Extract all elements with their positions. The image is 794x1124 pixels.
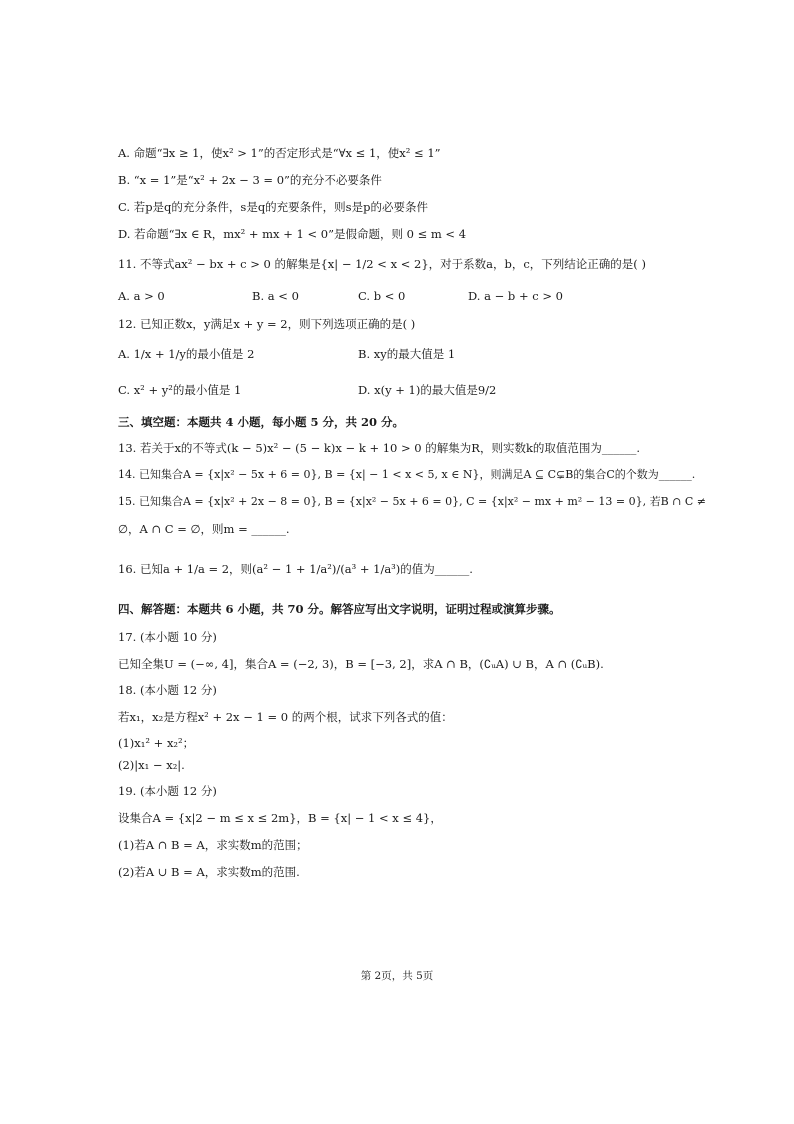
q12-option-d: D. x(y + 1)的最大值是9/2	[358, 383, 497, 397]
q12-option-a: A. 1/x + 1/y的最小值是 2	[118, 347, 255, 361]
q18-body: 若x₁，x₂是方程x² + 2x − 1 = 0 的两个根，试求下列各式的值：	[118, 710, 453, 724]
q11-stem: 11. 不等式ax² − bx + c > 0 的解集是{x| − 1/2 < x < 2}，对于系数a，b，c，下列结论正确的是( )	[118, 257, 646, 271]
q16: 16. 已知a + 1/a = 2，则(a² − 1 + 1/a²)/(a³ + 1/a³)的值为______.	[118, 562, 473, 576]
q18-part-1: (1)x₁² + x₂²；	[118, 736, 195, 750]
q13: 13. 若关于x的不等式(k − 5)x² − (5 − k)x − k + 10 > 0 的解集为R，则实数k的取值范围为______.	[118, 441, 641, 455]
q17-heading: 17. (本小题 10 分)	[118, 630, 217, 644]
q19-part-2: (2)若A ∪ B = A，求实数m的范围.	[118, 865, 300, 879]
q11-option-d: D. a − b + c > 0	[468, 289, 563, 303]
q19-heading: 19. (本小题 12 分)	[118, 784, 217, 798]
section-4-heading: 四、解答题：本题共 6 小题，共 70 分。解答应写出文字说明，证明过程或演算步骤。	[118, 602, 561, 616]
q11-option-b: B. a < 0	[252, 289, 299, 303]
q10-option-c: C. 若p是q的充分条件，s是q的充要条件，则s是p的必要条件	[118, 200, 428, 214]
q19-body: 设集合A = {x|2 − m ≤ x ≤ 2m}，B = {x| − 1 < x ≤ 4}，	[118, 811, 442, 825]
q18-part-2: (2)|x₁ − x₂|.	[118, 758, 185, 772]
page-footer: 第 2页，共 5页	[360, 970, 434, 982]
q12-option-c: C. x² + y²的最小值是 1	[118, 383, 242, 397]
q10-option-d: D. 若命题“∃x ∈ R，mx² + mx + 1 < 0”是假命题，则 0 ≤ m < 4	[118, 227, 467, 241]
q15-line2: ∅，A ∩ C = ∅，则m = ______.	[118, 522, 290, 536]
q12-option-b: B. xy的最大值是 1	[358, 347, 456, 361]
q19-part-1: (1)若A ∩ B = A，求实数m的范围；	[118, 838, 308, 852]
q18-heading: 18. (本小题 12 分)	[118, 683, 217, 697]
q10-option-a: A. 命题“∃x ≥ 1，使x² > 1”的否定形式是“∀x ≤ 1，使x² ≤ 1”	[118, 146, 441, 160]
q11-option-c: C. b < 0	[358, 289, 406, 303]
section-3-heading: 三、填空题：本题共 4 小题，每小题 5 分，共 20 分。	[118, 415, 405, 429]
q14: 14. 已知集合A = {x|x² − 5x + 6 = 0}, B = {x| − 1 < x < 5, x ∈ N}，则满足A ⊆ C⊊B的集合C的个数为______.	[118, 468, 696, 481]
q12-stem: 12. 已知正数x，y满足x + y = 2，则下列选项正确的是( )	[118, 317, 416, 331]
q15-line1: 15. 已知集合A = {x|x² + 2x − 8 = 0}, B = {x|x² − 5x + 6 = 0}, C = {x|x² − mx + m² − 13 = 0}, 若B ∩ C ≠	[118, 495, 706, 508]
q11-option-a: A. a > 0	[118, 289, 165, 303]
q17-body: 已知全集U = (−∞, 4]，集合A = (−2, 3)，B = [−3, 2]，求A ∩ B，(∁ᵤA) ∪ B，A ∩ (∁ᵤB).	[118, 657, 604, 671]
q10-option-b: B. “x = 1”是“x² + 2x − 3 = 0”的充分不必要条件	[118, 173, 382, 187]
